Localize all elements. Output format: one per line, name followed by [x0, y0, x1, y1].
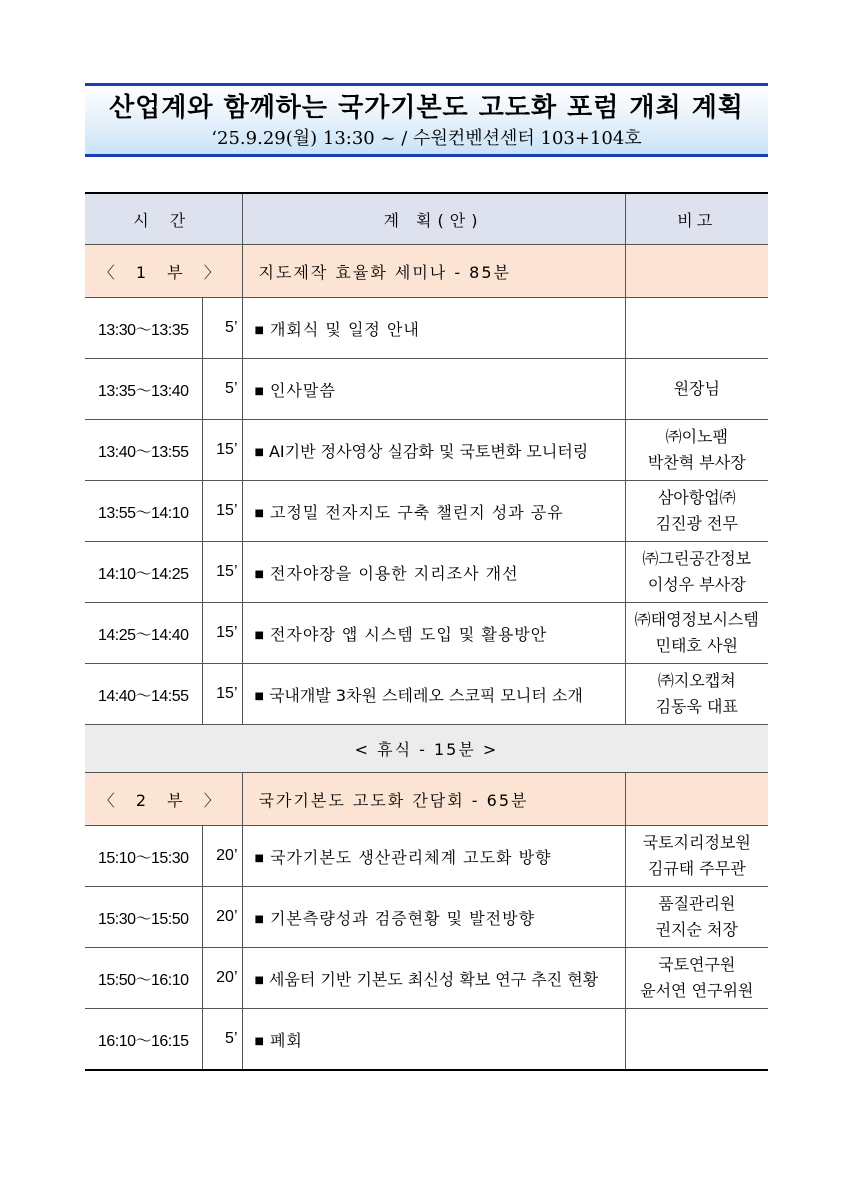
note-cell — [625, 298, 768, 359]
table-row — [85, 298, 768, 359]
time-cell: 16:10～16:15 — [85, 1009, 202, 1071]
note-cell — [625, 481, 768, 542]
page-subtitle: ‘25.9.29(월) 13:30 ~ / 수원컨벤션센터 103+104호 — [211, 128, 642, 149]
note-cell — [625, 603, 768, 664]
plan-cell — [242, 603, 625, 664]
plan-cell — [242, 420, 625, 481]
duration-cell: 15’ — [202, 481, 242, 542]
note-organization: 국토지리정보원 — [642, 833, 751, 852]
note-person: 박찬혁 부사장 — [647, 453, 746, 472]
time-cell: 13:35～13:40 — [85, 359, 202, 420]
title-box — [85, 83, 768, 157]
duration-cell: 20’ — [202, 948, 242, 1009]
bullet-icon: ■ — [254, 852, 265, 864]
bullet-icon: ■ — [254, 1035, 265, 1047]
note-cell — [625, 420, 768, 481]
note-organization: ㈜태영정보시스템 — [634, 610, 759, 629]
table-row — [85, 887, 768, 948]
plan-cell — [242, 1009, 625, 1071]
bullet-icon: ■ — [254, 974, 264, 986]
note-organization: 품질관리원 — [658, 894, 736, 913]
table-header-row — [85, 193, 768, 245]
part1-label: 〈 1 부 〉 — [85, 245, 242, 298]
schedule-table — [85, 192, 768, 1071]
bullet-icon: ■ — [254, 446, 264, 458]
bullet-icon: ■ — [254, 629, 265, 641]
plan-text: 전자야장을 이용한 지리조사 개선 — [269, 563, 519, 583]
table-row — [85, 420, 768, 481]
note-cell — [625, 1009, 768, 1071]
time-cell: 14:40～14:55 — [85, 664, 202, 725]
note-cell — [625, 664, 768, 725]
table-row — [85, 481, 768, 542]
part2-note — [625, 773, 768, 826]
note-organization: 국토연구원 — [658, 955, 736, 974]
plan-cell — [242, 826, 625, 887]
note-person: 김규태 주무관 — [647, 859, 746, 878]
plan-cell — [242, 481, 625, 542]
break-row — [85, 725, 768, 773]
note-cell — [625, 826, 768, 887]
note-person: 김진광 전무 — [655, 514, 738, 533]
table-row — [85, 603, 768, 664]
note-organization: ㈜그린공간정보 — [642, 549, 752, 568]
note-person: 권지순 처장 — [655, 920, 738, 939]
note-person: 이성우 부사장 — [647, 575, 746, 594]
duration-cell: 15’ — [202, 603, 242, 664]
duration-cell: 5’ — [202, 1009, 242, 1071]
duration-cell: 15’ — [202, 420, 242, 481]
note-cell — [625, 542, 768, 603]
note-organization: ㈜지오캡쳐 — [657, 671, 736, 690]
note-cell — [625, 948, 768, 1009]
time-cell: 15:50～16:10 — [85, 948, 202, 1009]
note-person: 김동욱 대표 — [655, 697, 738, 716]
part1-row — [85, 245, 768, 298]
time-cell: 13:40～13:55 — [85, 420, 202, 481]
table-row — [85, 826, 768, 887]
bullet-icon: ■ — [254, 690, 264, 702]
part1-title: 지도제작 효율화 세미나 - 85분 — [242, 245, 625, 298]
plan-cell — [242, 948, 625, 1009]
note-organization: 원장님 — [673, 379, 720, 398]
plan-cell — [242, 298, 625, 359]
time-cell: 13:30～13:35 — [85, 298, 202, 359]
plan-text: 개회식 및 일정 안내 — [269, 319, 420, 339]
time-cell: 13:55～14:10 — [85, 481, 202, 542]
bullet-icon: ■ — [254, 913, 265, 925]
note-cell — [625, 887, 768, 948]
page-title: 산업계와 함께하는 국가기본도 고도화 포럼 개최 계획 — [109, 93, 744, 123]
time-cell: 15:30～15:50 — [85, 887, 202, 948]
note-person: 윤서연 연구위원 — [640, 981, 754, 1000]
part1-body — [85, 298, 768, 725]
plan-cell — [242, 542, 625, 603]
part2-row — [85, 773, 768, 826]
plan-cell — [242, 887, 625, 948]
part1-note — [625, 245, 768, 298]
plan-text: 고정밀 전자지도 구축 챌린지 성과 공유 — [269, 502, 564, 522]
plan-cell — [242, 664, 625, 725]
plan-text: 폐회 — [269, 1030, 303, 1050]
part2-title: 국가기본도 고도화 간담회 - 65분 — [242, 773, 625, 826]
plan-text: 인사말씀 — [269, 380, 336, 400]
plan-text: 전자야장 앱 시스템 도입 및 활용방안 — [269, 624, 548, 644]
note-organization: ㈜이노팸 — [665, 427, 728, 446]
column-header-plan: 계 획(안) — [242, 193, 625, 245]
table-row — [85, 664, 768, 725]
part2-label: 〈 2 부 〉 — [85, 773, 242, 826]
bullet-icon: ■ — [254, 568, 265, 580]
duration-cell: 15’ — [202, 664, 242, 725]
duration-cell: 15’ — [202, 542, 242, 603]
bullet-icon: ■ — [254, 507, 265, 519]
plan-cell — [242, 359, 625, 420]
plan-text: 국가기본도 생산관리체계 고도화 방향 — [269, 847, 552, 867]
time-cell: 14:25～14:40 — [85, 603, 202, 664]
table-row — [85, 542, 768, 603]
note-person: 민태호 사원 — [655, 636, 738, 655]
column-header-time: 시 간 — [85, 193, 242, 245]
duration-cell: 5’ — [202, 298, 242, 359]
table-row — [85, 1009, 768, 1071]
column-header-note: 비고 — [625, 193, 768, 245]
time-cell: 15:10～15:30 — [85, 826, 202, 887]
plan-text: 국내개발 3차원 스테레오 스코픽 모니터 소개 — [268, 685, 583, 705]
part2-body — [85, 826, 768, 1071]
break-label: < 휴식 - 15분 > — [85, 725, 768, 773]
table-row — [85, 359, 768, 420]
duration-cell: 20’ — [202, 826, 242, 887]
plan-text: AI기반 정사영상 실감화 및 국토변화 모니터링 — [268, 441, 589, 461]
note-cell — [625, 359, 768, 420]
bullet-icon: ■ — [254, 324, 265, 336]
plan-text: 세움터 기반 기본도 최신성 확보 연구 추진 현황 — [268, 969, 599, 989]
duration-cell: 5’ — [202, 359, 242, 420]
duration-cell: 20’ — [202, 887, 242, 948]
table-row — [85, 948, 768, 1009]
note-organization: 삼아항업㈜ — [657, 488, 736, 507]
plan-text: 기본측량성과 검증현황 및 발전방향 — [269, 908, 536, 928]
time-cell: 14:10～14:25 — [85, 542, 202, 603]
bullet-icon: ■ — [254, 385, 265, 397]
